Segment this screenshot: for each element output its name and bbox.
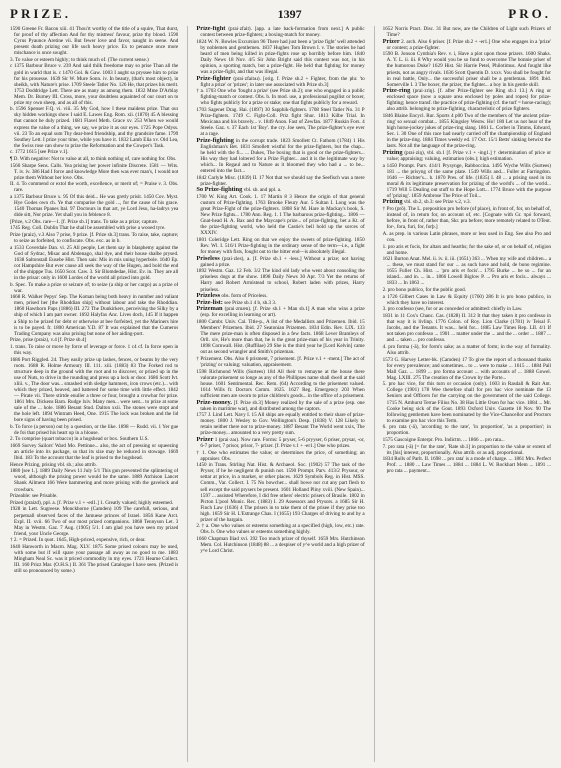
entry-text: 1598 Richmond Wills (Surtees) 184 All their to remayne at the house there valorate prisement so longe as any of the Phillipses name shall dwell at the said house. 1601 Sentimental. Rec. Rem. (64) According to the prisement valued. 1614 Wills fr. Doctors Comm. 1625. 1627 Reg. Emergency 203 When sufficient men are sworn to prize children's goods... in the office of a prisement. bbox=[196, 368, 365, 399]
dictionary-entry bbox=[196, 450, 364, 462]
entry-text: 1880 [see 1.]. 1889 Daily News 11 July 5/1 This gun prevented the splintering of wood, although the prising power would be the same. 1889 Atchison Lancet Shank Ailment 166 Were hammering and more prising with the gavelock and crowbars. bbox=[10, 468, 179, 493]
headword: Prizer bbox=[196, 435, 214, 443]
headword: Prizer bbox=[382, 37, 400, 45]
entry-text: 1560 Sharpe Sens. Calls. Yea prising her power infinite Discrete. 1581 — Wits. T. iv. iv. 386 Had I force and knowledge More then was ever man's, I would not prize them Without her love. Obs. bbox=[10, 162, 179, 181]
dictionary-entry bbox=[196, 194, 364, 236]
dictionary-entry bbox=[10, 337, 178, 343]
headword: Prizing bbox=[382, 148, 403, 156]
dictionary-entry bbox=[196, 187, 364, 193]
entry-text: (prai·zfaitəɹ). [orig. f. Prize sb.2 + Fighter, from the phr. 'to fight a prize' or 'prizes'; in later use associated with Prize sb.3] bbox=[200, 75, 365, 88]
header-right-guideword: PRO. bbox=[508, 6, 551, 21]
entry-text: 2. † a. One who values or esteems something at a specified (high, low, etc.) rate. Obs. b. One who values or esteems something highly. bbox=[196, 523, 365, 536]
entry-text: c. 1772 1615 [see Prize v.1]. bbox=[10, 149, 69, 156]
entry-text: 1660 Chapman Iliad xvi. 392 Too much prizer of thyself. 1659 Mrs. Hutchinson Mem. Col. Hutchinson (1848) 88 ... a despiser of y^e world and a high prizer of y^e Lord Christ. bbox=[196, 536, 365, 555]
entry-text: II. 4. To commend or extol the worth, excellence, or merit of; = Praise v. 3. Obs. rare. bbox=[10, 181, 179, 194]
entry-text: 1 (prai·zəɹ). Now rare. Forms: 5 pryser, 5-6 pryyser, 6 priser, prysar, -or, 6-7 priser, 7 prisor, prisor, 7- prizer. [f. Prize v.1 + -er1.] One who prizes. bbox=[200, 436, 365, 450]
entry-text: 1892 Westm. Gaz. 12 Feb. 3/2 The kind old lady who went about consoling the priseless dogs at the show. 1898 Daily News 30 Apr. 7/3 Yet the returns of Harry and Robert Armistead to school, Robert laden with prizes, Harry priseless. bbox=[196, 268, 365, 293]
dictionary-entry bbox=[10, 424, 178, 436]
entry-text: a 1375 Barbour Bruce x. 95 Of this deid... He was gretly prisit. 1450 Cov. Myst. Hye Godes own ch. Ye that comparise the gold ..., for the cause of his grace. 1540 Thomas Ppanes Ital. 97 Doctours in that art, ye Lord Jesu, ha-ladrys yea dide sitt, Nor prize. Yet shall you in feblence 8. bbox=[10, 194, 179, 219]
dictionary-entry bbox=[383, 51, 551, 87]
dictionary-entry bbox=[196, 76, 364, 88]
dictionary-entry bbox=[196, 536, 364, 554]
entry-text: 6. pro rata (-ā), 'according to the rate', 'in proportion', 'as a proportion'; in proportion. bbox=[382, 424, 551, 437]
dictionary-entry bbox=[383, 244, 551, 256]
dictionary-entry bbox=[10, 232, 178, 244]
entry-text: [Prize, v.2 Obs. rare—1. [f. Prize sb.1] trans. To take as a prize; capture. bbox=[10, 218, 159, 225]
dictionary-entry bbox=[10, 26, 178, 56]
dictionary-entry bbox=[10, 506, 178, 536]
entry-text: 1640 Hanworth in Macm. Mag. XLV. 1875 Some prised colours may be used, with some but if will spare your passage all away as no good to me. 1883 Mingham Neal Sc. was it priced commodity in my eyes. 1721 Hearne Collect. III. 160 Prizz Mar. (O.H.S.) II. 361 The prised Catalogue I have seen. (Prized is still so pronounced by some.) bbox=[10, 543, 179, 575]
dictionary-entry bbox=[196, 400, 364, 412]
entry-text: 5. pro hac vice, for this turn or occasion (only). 1603 in Rasdall & Rait Ant. College (1901) 178 Wee therefore shall for pro hac vice nominate the 13 Seniors and Officers for the carrying on the government of the said College. 1715 N. Amhurst Terrae Filius No. 38 Has Little Oxen for hac vice. 1884 ... Mr. Cooke being sick of the Gout. 1893 Oxford Univ. Gazette 18 Nov. 90 The following gentlemen have been nominated by the Vice-Chancellor and Proctors to examine pro hac vice this Term. bbox=[382, 381, 551, 424]
dictionary-entry bbox=[383, 306, 551, 312]
entry-text: 2. pro bono publico, for the public good. bbox=[382, 287, 467, 294]
entry-text: b. To force (a person) out by a question, or the like. 1898 — Rudd. vii. 1 Yer gue de foi that prised his heart up in a hlouse. bbox=[10, 423, 179, 436]
page-number: 1397 bbox=[277, 7, 302, 21]
column-left bbox=[10, 26, 178, 762]
entry-text: 1573 G. Harvey Letter-bk. (Camden) 17 To give the report of a thousand thanks for every prevalence; and sometimes... to ... were to make ... 1615 ... 1884 Pall Mall Gaz. ... 1899 ... pro forma account ... with accounts of ... 1888 Gowel. Mag. LXIII. 275 The creation of the Crown by the Porte... bbox=[382, 356, 551, 381]
dictionary-entry bbox=[383, 313, 551, 343]
headword: So Prize-fighting bbox=[196, 186, 243, 194]
dictionary-entry bbox=[10, 468, 178, 492]
dictionary-entry bbox=[383, 150, 551, 162]
dictionary-entry bbox=[10, 544, 178, 574]
entry-text: 2. arch. Also 6 priser. [f. Prize sb.2 + -er1.] One who engages in a 'prize' or contest; a prize-fighter. bbox=[386, 38, 551, 51]
dictionary-entry bbox=[196, 437, 364, 449]
dictionary-entry bbox=[383, 113, 551, 149]
entry-text: 1575 Gascoigne Enterpr. Pro. Indictm. ... 1866 ... pro rata... bbox=[382, 436, 505, 443]
dictionary-entry bbox=[196, 256, 364, 268]
dictionary-entry bbox=[383, 231, 551, 243]
dictionary-entry bbox=[383, 344, 551, 356]
entry-text: Prizeable: see Prisable. bbox=[10, 493, 58, 500]
dictionary-entry bbox=[383, 381, 551, 423]
entry-text: 1928 in Lett. Sugreese. Monckhorne (Camden) 109 The carefull, serious, and perpetuall observed faces of the Jamuese princes of Israel. 1856 Kane Arct. Expl. II. xvii. 66 Two of our most prized companions. 1868 Tennyson Let. 3 May in Westm. Gaz. 7 Aug. (1905) 5/1. I am glad you have seen my prized friend, your Uncle George. bbox=[10, 506, 179, 537]
dictionary-entry bbox=[10, 219, 178, 225]
dictionary-entry bbox=[196, 356, 364, 368]
entry-text: Prized (praizd), ppl. a. [f. Prize v.1 + -ed1.] 1. Greatly valued; highly esteemed. bbox=[10, 499, 174, 506]
entry-text: (prai·ziŋ), vbl. sb.1 [f. Prize v.1 + -ing1.] † determination of price or value; appraising; valuing, estimation (obs.); high estimation. bbox=[386, 149, 551, 162]
entry-text: a 1533 Coverdale Dan. vi. 25 All people, Let them say in blasphemy against the God of Sydrac, Misac and Abdenago, shal dye, and their house shalbe prysed. 1638 Saltonstall Eusebe Hist. Then sais: Mis in mis uning hyperbole. 1640 Ep. cot Hampshire But ever cause all seek the way of the Hugen, and bold the end of the shipppe Tus. 1650 Scot. Caw. 3. Sir Blomdedae, Hist. Ev. in. They are all in the prisar: only in 1600 Lordes of the world all prized into gold. bbox=[10, 244, 179, 281]
entry-text: see Prize sb.1 4 b, sb.3 3. bbox=[224, 299, 277, 306]
entry-text: b. 1596 Spenser F.Q. vi. viii. 35 My God, how I these maidens prize. That our sky hidden workings show I said E. Lawes Eng. Rom. xii. (1870) 45 A blessing that cannot be duly prized. 1681 Flavel Meth. Grace xv. 253 When we would express the value of a thing, we say, we prize it as our eyes. 1725 Pope Odyss. vii. 23 To an equal sum Thy dear-bred friendship, and thy grandsire fame. 1799 Southey Lett. I prize your time, while you have it. 1832 Lamb Elia xv. Old Lea, the Swiss rose can show to prize the Reformation and the Cowper's Task. bbox=[10, 106, 179, 149]
dictionary-entry bbox=[10, 225, 178, 231]
text-columns bbox=[10, 26, 551, 762]
entry-text: [f. Prize sb.3] Money realized by the sale of a prize (esp. one taken in maritime war), and distributed among the captors. bbox=[200, 399, 365, 412]
entry-text: † 1. One who estimates the value; or determines the price, of something; an appraiser. Obs. bbox=[196, 449, 365, 462]
dictionary-entry bbox=[383, 456, 551, 474]
entry-text: (prai·zriŋ). [f. after Prize-fighter see Ring sb.1 13.] A ring or enclosed space (now a square area enclosed by poles and ropes) for prize-fighting; hence transf. the practice of prize-fighting (cf. the turf = horse-racing); also attrib. belonging to prize-fighting, characteristic of prize fighters. bbox=[386, 88, 551, 113]
entry-text: a 1450 Prompt. Parv. 414/1 Prysynge, Rabboccina. 1495 Wyche Wills (Surtees) 181 ... the prisyng of the same plate. 1549 Wills and... Fuller at Farringdon. 1646 — Richter's... b. 1870 Pres. of life. (1835) I. 48 ... a prising used in its moral & its legitimate preservation for prizing of the world's ... of the world... 1719 Will 5 Dealing out stuff to the Hope Lott... 1774 Bruce with the purpose of 'prizing'. 1859 Ambrose The Price of Toil... bbox=[382, 162, 551, 199]
entry-text: † a. 1703 One who 'fought a prize' (see Prize sb.2); one who engaged in a public fighting-match or contest. Obs. b. In mod. use, a professional pugilist or boxer, who fights publicly for a prize or stake; one that fights publicly for a reward. bbox=[196, 88, 365, 107]
dictionary-entry bbox=[383, 294, 551, 306]
dictionary-entry bbox=[10, 436, 178, 442]
dictionary-entry bbox=[10, 57, 178, 63]
entry-text: 1831 in 11 Cox's Chanc. Cas. (1828) II. 312 It that they taken it pro confesso in that way it is livlinp. 1776 Colon. of Roy. Lion Clarke (1781) iv Teisal F. Jacobs, and the Tenants. It was... held for... 1885 Law Times Rep. LII. 4/1 If not taken pro confesso ... 1901 ... matter under the ... and the ... order ... 1887 ... and ... taken ... pro confesso. bbox=[382, 313, 551, 344]
entry-text: 1450 in Trans. Stirling Nat. Hist. & Archaeol. Soc. (1902) 57 The task of the Pryser, if he be negligent & punish not. 1590 Prompt. Parv. 413/2 Prysour, or settar at price, in a market, or other places. 1629 Symbols Reg. in Hist. MSS. Comm., Var. Collect. I. 75 No bowcher... shall bowe nor cut any part flesh to sell except the said prysers be present. 1601 Holland Pliny xviii. (New Spain)... 1597 ... assisted Wherefore, I did free others' electric prisers of Brasile. 1802 in Picton L'pool Munic. Rec. (1883) I. 29 Assessors and Prysors. a 1685 Sir H. Finch Law (1636) 4 The prisers in to take them of the prisee if they prise too high. 1659 Sir H. L'Estrange Chas. I (1655) 193 Charges of driving to and by a prizer of the bargain. bbox=[196, 462, 365, 523]
dictionary-entry bbox=[196, 268, 364, 292]
dictionary-entry bbox=[10, 282, 178, 294]
dictionary-entry bbox=[196, 26, 364, 38]
dictionary-entry bbox=[196, 523, 364, 535]
entry-text: 1. trans. To raise or move by force of leverage or force. 1 c4 cf. In force open in this way. bbox=[10, 343, 179, 356]
entry-text: 1669 Survey Sailors' Ward Mo. Pettinne... also, the act of pressing or squeezing an article into its package, so that its size may be reduced in stowage. 1669 Ibid. 183 To the account that the leaf is prised to the hogshead. bbox=[10, 443, 179, 462]
dictionary-entry bbox=[383, 437, 551, 443]
dictionary-entry bbox=[383, 287, 551, 293]
dictionary-entry bbox=[383, 39, 551, 51]
entry-text: 1834 Rolls of Parlt. II. 1698 ... pro rata' is a mode of charge. ... 1861 Mrs. Perfect Prof. ... 1880 ... Law Times ... 1884 ... 1884 L. W. Rockhart Mem ... 1891 ... pro rata ... payment... bbox=[382, 456, 551, 475]
headword: Prize-fighting bbox=[196, 136, 234, 144]
entry-text: 1. pro aris et focis, for altars and hearths; for the sake of, or on behalf of, religion and home. bbox=[382, 243, 551, 256]
headword: Prize-money. bbox=[196, 398, 232, 406]
entry-text: 1590 B. Jonson Cynthia's Rev. v. i, Have a plot upon those prizers. 1600 Shaks. A. Y. L. ii. iii. 8 Why would you be so fond to overcome The bonnie priser of the humorous Duke? 1629 Hist. Sir Harrie Petel, Philotimus. And fought like priests, not as angry rivals. 1636 Scott Quentin D. xxxv. You shall be fought for in real battle, Only... the successful priser shall be a gentleman. 1891 Ibid. Somerville I. 3 The boxer, the prizer, the fighter... a boy in his gentle skill. bbox=[382, 51, 551, 88]
entry-text: 1846 Blaine Encycl. Rur. Sports 4 p00 Two of the members of 'the ancient prize-ring' so sexual combat... 1855 Kingsley Westw. Ho! 180 Let us not hear of the high horse-jockey jokes of prize-ring slang. 1861 L. Corbet in Timms, Edward, Sec. i. 30 One of this race had nearly carried off the championship of England in the prize-ring. 1884 Times weekly ed. 17 Oct. 15/1 Betts' sinking betwixt the lasts. Not all the language of the prize-ring. bbox=[382, 113, 551, 150]
entry-text: 1801 Coleridge Lett. Ring on that we enjoy the sweets of prize-fighting. 1850 Rev. Wl. I. 516/1 Prize-fighting in the ordinary sense of the term—i.e., a fight for money with fists, fought out to the bitter end—is absolutely illegal. bbox=[196, 236, 365, 256]
dictionary-entry bbox=[196, 369, 364, 399]
dictionary-entry bbox=[196, 462, 364, 522]
dictionary-entry bbox=[10, 443, 178, 461]
headword: Priseless bbox=[196, 254, 220, 262]
entry-text: c 1375 Barbour Bruce v. 239 And said thilk freedome may so prise Than all the gold in warld that is. c 1470 Gol. & Gaw. 1003 I aught sa pryssee him to prize for his prouesse. 1639 Sir W. Mure Sonn. iv. In beauty, (that's most object), in sheikh, with Nature's prise. 1709 Steele Tatler No. 126 He, that prizes his merit. 1753 Doddridge Lett. There are as many as among them. 1832 Mme D'Arblay Mem. Dr. Burney III. Cross, more, your doubtless aquainted of our court on to prize my own sheep, and as all of this. bbox=[10, 63, 179, 106]
entry-text: 1757 J. Lind Lett. Navy I. 15 All ships are equally entitled to their share of prize-money. 1800 J. Wesley to Gov. Wellington's Desp. (1838) V. 128 Likely to retain neither there nor to prize-money. 1887 Besant The World went xxix, The prize-money... amounted to a very pretty sum. bbox=[196, 412, 365, 437]
dictionary-entry bbox=[196, 412, 364, 436]
dictionary-entry bbox=[196, 175, 364, 187]
dictionary-entry bbox=[196, 319, 364, 355]
entry-text: 1824 W. N. Bowles Excursion 96 There had just been a 'prize fight' well attended by noblemen and gentlemen. 1837 Hughes Tom Brown I. v. The stories he had heard of men being killed in prize-fights rose up horribly before him. 1840 Daily News 18 Nov. 4/5 Sir John Bright said this contest was not, in his opinion, a sporting match, but a prize-fight. He held that fighting for money was a prize-fight, and that was illegal. bbox=[196, 38, 365, 75]
dictionary-entry bbox=[10, 294, 178, 336]
entry-text: 1686 Port Riggled. 24. They easily prize up lashes, fences, or beams by the very roots. 1688 R. Holme Armoury III. 111. xiii. (1883) 83 The Forked rod to structure deep in the ground with the root and to discover, or prized up in the use of Nuts, to drive in the rounding and press up a lock or door. 1686 Scott Ivt. xliii. v., The door was... smashed with sledge hammers, iron crows (etc.)... with which they prized, heaved, and battered for some time with little effect. 1842 — Pirate vii. There stirtde enuller a three or four, brought a crowbar for prize. 1861 Mrs. Dickens Barn. Rudge lxiv. Many men... were sent... to prize at some sale of the ... hole. 1886 Besant Stud. Dalton xxii. The stones were stopt and the hole left. 1894 Wintram Heed, One. 1915 The lock was broken and the lid bore signs of having been prised. bbox=[10, 356, 179, 424]
dictionary-entry bbox=[383, 88, 551, 112]
entry-text: 1745 Reg. Coll. Dublin That he shall be assembled with prise a wooed tyre. bbox=[10, 225, 166, 232]
dictionary-entry bbox=[10, 156, 178, 162]
dictionary-entry bbox=[383, 163, 551, 199]
entry-text: 1621 Burton Anat. Mel. ii. iv. ii. iii. (1651) 363 ... When my wife and children... a ... these, we must stand for our ... as such have and hold, de bono regimine. 1655 Fuller Ch. Hist. ... 'pro aris et focis'... 1795 Burke ... be so ... for an island... and in. ... in... 1866 Lowell Biglow P. ... Pro aris et focis... always ... 1833 ... In 1863 ... bbox=[382, 256, 551, 287]
dictionary-entry bbox=[383, 357, 551, 381]
headword: Prize-list: bbox=[196, 298, 223, 306]
entry-text: 2. To comprise (quart tobacco) in a hogshead or box. Southern U.S. bbox=[10, 436, 149, 443]
entry-text: in the corrupt trade. 1823 Smollett Ct. Fathom (1784) 1 His Englishman's Bet. 1831 Smollett wistful for the prize-fighters, but the chap... he held with the fi... ... Dukes, The boxing that is good or the prize-fighters... His way they had loitered for a Prize Fighter... and it is the legitimate way by which... In Regaul and to Nature as it bloomed they who had a ... to be... entered into the fact... bbox=[200, 137, 365, 175]
entry-text: Hence Prizing, prising vbl. sb.; also attrib. bbox=[10, 461, 97, 468]
entry-text: vbl. sb. and ppl. a. bbox=[243, 187, 282, 194]
dictionary-entry bbox=[10, 245, 178, 281]
dictionary-entry bbox=[196, 237, 364, 255]
entry-text: vbl. sb.2, sb.3: see Prize v.2, v.3. bbox=[403, 199, 471, 206]
dictionary-entry bbox=[196, 306, 364, 318]
dictionary-entry bbox=[196, 138, 364, 174]
dictionary-entry bbox=[10, 344, 178, 356]
dictionary-entry bbox=[383, 424, 551, 436]
dictionary-entry bbox=[10, 537, 178, 543]
entry-text: 3. pro confesso (see, for or as conceded or admitted: chiefly in Law. bbox=[382, 306, 523, 313]
entry-text: Prize, prise (praiz), v.4 [f. Prize sb.4] bbox=[10, 337, 87, 344]
dictionary-entry bbox=[10, 163, 178, 181]
headword: Prize-fighter bbox=[196, 74, 232, 82]
entry-text: † 2. = Prized. In quot. 1645, High-priced, expensive, rich, or dear. bbox=[10, 537, 146, 544]
headword: Prizeman bbox=[196, 305, 223, 313]
headword: Prizing bbox=[382, 198, 403, 206]
dictionary-entry bbox=[10, 106, 178, 148]
dictionary-entry bbox=[383, 26, 551, 38]
dictionary-entry bbox=[10, 493, 178, 499]
headword: Prizeless bbox=[196, 292, 221, 300]
entry-text: 3. To value or esteem highly; to think much of. (The current sense.) bbox=[10, 56, 149, 63]
entry-text: 1703 Sagenet Drag. Hai. (1897) 30 Sapphik-fighters. 1708 Steel Tatler No. 31 P Prize-fighters. 1749 C. Fight-Coll. Priz fight Shur. 1813 Kilbe Trial. In Mexicana and his bravely... v. 1849 Anon. Fast of Zewfan. 1877 Ruskin Fors. 4 Steele. Gaz. v. 37 Each 1st 'Boy'. the cry. Joe seen, The prize-fighter's eye ever at a rage. bbox=[196, 106, 365, 138]
headword: Prize-fight bbox=[196, 26, 226, 32]
running-header bbox=[10, 6, 551, 22]
dictionary-entry bbox=[10, 63, 178, 105]
entry-text: obs. form of Priceless. bbox=[221, 293, 268, 300]
entry-text: Prize (praiz), v.3 Also 7 prise, 9 prize. [f. Prize sb.3] trans. To raise, take, capture; to seize as forfeited, to confiscate. Obs. exc. as in b. bbox=[10, 232, 179, 245]
entry-text: (prai·zfait). [app. a late back-formation from next.] A public contest between prize-fighters; a boxing-match for money. bbox=[200, 26, 365, 39]
dictionary-entry bbox=[383, 256, 551, 286]
entry-text: 4. pro forma (-ā), for form's sake; as a matter of form; in the way of formality. Also attrib. bbox=[382, 343, 551, 356]
column-right bbox=[374, 26, 551, 762]
dictionary-entry bbox=[10, 194, 178, 218]
entry-text: a 1726 Gilbert Cases in Law & Equity (1760) 286 It is pro bono publico, in which they have no interest. bbox=[382, 293, 551, 306]
entry-text: 7. pro rata (-ā) [= for the rate', 'Rate sb.1] in proportion to the value or extent of its [his] interest, proportionally. Also attrib. or as adj. proportional. bbox=[382, 443, 551, 456]
column-middle bbox=[187, 26, 364, 762]
dictionary-entry bbox=[10, 462, 178, 468]
entry-text: † Pro (prō). The L. preposition pro before (of place), in front of, for, on behalf of, instead of, in return for, on account of, etc. [Cognate with Gr. πρό forward, before, in front of, rather than, Skr. pra before; more remotely related to OTeut. for-, fora, furi, for, forþ.] bbox=[382, 206, 551, 231]
dictionary-entry bbox=[383, 444, 551, 456]
headword: Prize-ring bbox=[382, 87, 411, 95]
entry-text: (prai·zles), a. [f. Prize sb.1 + -less.] Without a prize; not having gained a prize. bbox=[200, 255, 365, 268]
entry-text: A. as prep. in various Latin phrases, more or less used in Eng. See also Pro and con. bbox=[382, 230, 551, 243]
dictionary-entry bbox=[196, 39, 364, 75]
entry-text: 1700 W. King Art. Cook. 1. 17 Martin 8 3 Hence the origin of that general custom of Prize-fighting. 1763 Brooke Fleury Aur. 5 Sultan I. Long was the great Prize-Fight of the prize-fighters. 1808 Sir M. Hare in Mackay's book, S. New Prize fights... 1780 Ann. Reg. 1. 1 The barbarous prize-fighting... 1806 — Gnat-head H. A. Bax and the Maycape's prize... of prize-fighting, bet a Kt. of the prize-fighting world, who held the Castie's bell hold up the sorces of XXXIV. bbox=[196, 194, 365, 237]
dictionary-entry bbox=[10, 357, 178, 424]
dictionary-entry bbox=[383, 199, 551, 205]
dictionary-entry bbox=[10, 149, 178, 155]
entry-text: 1842 Carlyle Misc. (1839) II. 17 Not that we should say the Seefisch was a mere prize-fighter. bbox=[196, 174, 365, 187]
dictionary-entry bbox=[10, 500, 178, 506]
dictionary-entry bbox=[383, 206, 551, 230]
entry-text: 1590 Greene Fr. Bacon xiii. 41 Thou'rt worthy of the title of a squire, That durst, for proof of thy affection And for thy mistress' favour, prize thy blood. 1590 Cyrus Pyaunce Aretine vii. But fewer love and favor, naught in seene. And present doath prizing our life such heavy price. Ex to penance once more mischance is once sought. bbox=[10, 26, 179, 57]
entry-text: b. Spec. To make a prize or seizure of; to seize (a ship or her cargo) as a prize of war. bbox=[10, 281, 179, 294]
dictionary-entry bbox=[196, 88, 364, 106]
entry-text: 1800 Cambr. Univ. Cal. Title-p., A list of the Medallists and Prizemen. Ibid. 15 Members' Prizemen. Ibid. 27 Seatonian Prizemen. 1834 Edin. Rev. LIX. 133 The mere prize-man is often disposed in a few facts. 1868 Lever Bramleys of Orll. xiv, He's more than that, he is the great prize-man of his year in Trinity. 1898 Cornwall. Hist. (Ruffilae) 29 She is the third year he [Lord Kelvin] came out as second wrangler and Smith's prizeman. bbox=[196, 319, 365, 356]
entry-text: ¶ D. With negative: Not to value at all, to think nothing of, care nothing for. Obs. bbox=[10, 155, 177, 162]
entry-text: † Prizement. Obs. Also 6 prisment, 7 prisement. [f. Prize v.1 + -ment.] The act of 'prizing' or valuing; valuation, appraisement. bbox=[196, 355, 365, 369]
dictionary-entry bbox=[196, 107, 364, 137]
entry-text: 1668 R. Walker Pepys' Sep. The Koman being both heavy in number and valiant men, prised her [the Rhoddian ship] without labour and take the Rhoddian. 1860 Hawthorn Paps (1886) III. 272 The Dunkirkers, perceiving the Silky by a ship of which I am part owner. 1692 Halyfax Anc. Lives doch, 145 If it happen a Ship to be prized for debt or otherwise at bee forfeited, yet the Mariners hire is to be payed. fr. 1800 American Y.D. 87 It was explained that the Cumeros Trading Company was also prising but none of her aiding-port. bbox=[10, 294, 179, 337]
dictionary-entry bbox=[10, 181, 178, 193]
entry-text: 1652 Norris Pract. Disc. 31 But now, are the Children of Light such Prizers of Time? bbox=[382, 26, 551, 39]
header-left-guideword: PRIZE. bbox=[10, 6, 71, 21]
entry-text: (prai·zmæn). [f. Prize sb.1 + Man sb.1] A man who wins a prize (esp. for excelling in learning or art). bbox=[200, 306, 365, 319]
